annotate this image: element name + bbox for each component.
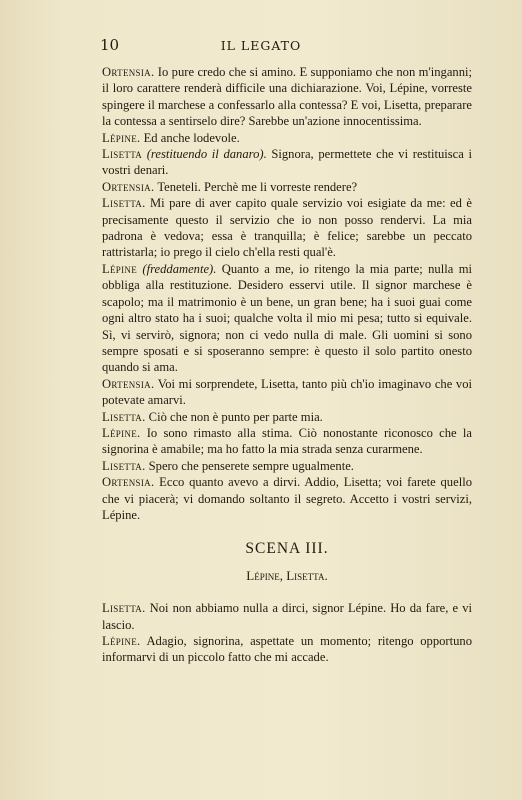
speech-text: Io pure credo che si amino. E supponiamo che non m'inganni; il loro carattere renderà difficile una dichiarazione. Voi, Lépine, vorreste spingere il marchese a confessarlo alla contessa? E voi, Lisetta, preparare la contessa a sentirselo dire? Sarebbe un'azione innocentissima. [102,65,472,129]
speech-paragraph [102,376,472,409]
speech-list [102,600,472,666]
speaker-name: Ortensia. [102,65,155,79]
speech-paragraph [102,195,472,261]
speech-paragraph [102,474,472,523]
speaker-name: Ortensia. [102,376,155,391]
speech-text: Ed anche lodevole. [140,130,240,145]
page-number: 10 [100,36,120,54]
speech-paragraph [102,130,472,146]
speech-paragraph [102,261,472,376]
speaker-name: Lépine. [102,634,141,648]
running-title: IL LEGATO [220,38,302,53]
speaker-name: Lépine. [102,130,141,145]
speaker-name: Lépine [102,261,137,276]
speaker-name: Ortensia. [102,179,155,194]
speech-list [102,64,472,523]
speech-paragraph [102,458,472,474]
speech-text: Spero che penserete sempre ugualmente. [145,458,354,473]
speech-paragraph [102,633,472,666]
scene-title: SCENA III. [245,540,329,558]
speaker-name: Ortensia. [102,475,155,490]
speaker-name: Lisetta [102,147,143,162]
scene-cast: Lépine, Lisetta. [246,567,328,583]
speech-paragraph [102,425,472,458]
page-body [102,64,472,666]
speech-text: Teneteli. Perchè me li vorreste rendere? [154,179,358,194]
speaker-name: Lisetta. [102,458,146,473]
speech-text: Ecco quanto avevo a dirvi. Addio, Lisetta; voi farete quello che vi piacerà; vi domando soltanto il segreto. Accetto i vostri servizi, Lépine. [102,475,472,522]
speech-text: Signora, permettete che vi restituisca i vostri denari. [102,147,472,178]
speaker-name: Lépine. [102,425,141,440]
speaker-name: Lisetta. [102,196,146,211]
speech-paragraph [102,600,472,633]
speech-text: Adagio, signorina, aspettate un momento; ritengo opportuno informarvi di un piccolo fatto che mi accade. [102,634,472,665]
speaker-name: Lisetta. [102,601,146,616]
speech-paragraph [102,179,472,195]
speech-text: Ciò che non è punto per parte mia. [145,409,323,424]
speaker-name: Lisetta. [102,409,146,424]
speech-text: Voi mi sorprendete, Lisetta, tanto più ch'io imaginavo che voi potevate amarvi. [102,376,472,408]
speech-text: Mi pare di aver capito quale servizio voi esigiate da me: ed è precisamente questo il servizio che io non posso rendervi. La mia padrona è vedova; essa è tranquilla; è felice; sarebbe un peccato rattristarla; io prego il cielo ch'ella resti qual'è. [102,196,472,260]
speech-paragraph [102,64,472,130]
stage-direction: (freddamente). [137,261,217,276]
speech-paragraph [102,146,472,179]
speech-text: Quanto a me, io ritengo la mia parte; nulla mi obbliga alla restituzione. Desidero esservi utile. Il signor marchese è scapolo; ma il matrimonio è un bene, un gran bene; ha i suoi guai come ogni altro stato ha i suoi; qualche volta il mio mi pesa; tutto si equivale. Sì, vi servirò, signora; non ci vedo nulla di male. Gli uomini si sono sempre sposati e si sposeranno sempre: è questo il solo partito onesto quando si ama. [102,261,472,375]
speech-text: Noi non abbiamo nulla a dirci, signor Lépine. Ho da fare, e vi lascio. [102,601,472,632]
stage-direction: (restituendo il danaro). [142,147,267,162]
speech-paragraph [102,409,472,425]
speech-text: Io sono rimasto alla stima. Ciò nonostante riconosco che la signorina è amabile; ma ho fatto la mia strada senza curarmene. [102,425,472,457]
